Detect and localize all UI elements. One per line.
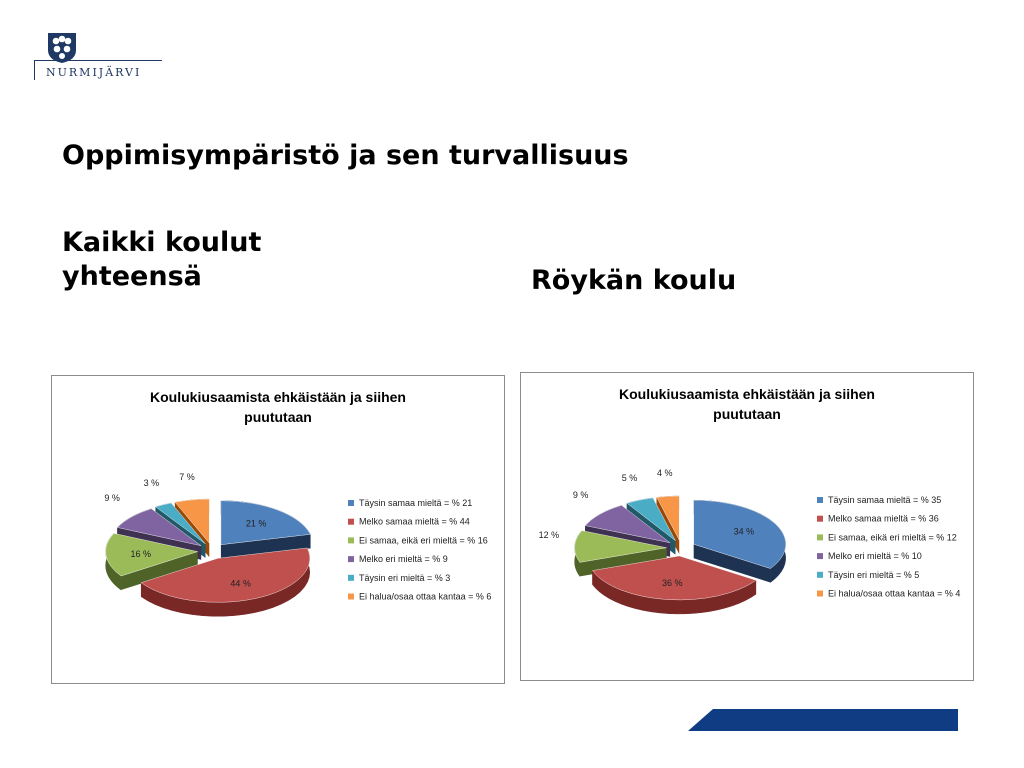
pie-chart-all-schools [51,375,505,684]
data-label-taysin-samaa-mielta: 21 % [245,518,267,529]
legend-item-melko-eri-mielta: Melko eri mieltä = % 10 [828,551,922,562]
legend-item-ei-samaa-eika-eri-mielta: Ei samaa, eikä eri mieltä = % 16 [359,535,488,546]
legend-swatch-melko-eri-mielta [817,553,823,559]
right-heading: Röykän koulu [531,265,737,296]
legend-swatch-ei-halua-osaa-ottaa-kantaa [348,594,354,600]
legend-item-ei-halua-osaa-ottaa-kantaa: Ei halua/osaa ottaa kantaa = % 6 [359,591,492,602]
legend-swatch-taysin-samaa-mielta [348,500,354,506]
legend-swatch-taysin-eri-mielta [817,572,823,578]
pie-chart-roykka-school [520,372,974,681]
logo-rule [34,60,162,61]
pie-chart-svg [52,376,504,683]
data-label-taysin-eri-mielta: 5 % [621,472,638,483]
legend-item-taysin-samaa-mielta: Täysin samaa mieltä = % 35 [828,495,942,505]
legend-swatch-taysin-samaa-mielta [817,497,823,503]
data-label-melko-samaa-mielta: 36 % [661,578,683,589]
footer-accent-bar [688,709,958,731]
legend-item-ei-halua-osaa-ottaa-kantaa: Ei halua/osaa ottaa kantaa = % 4 [828,588,961,599]
data-label-ei-samaa-eika-eri-mielta: 16 % [130,548,152,559]
legend-item-taysin-eri-mielta: Täysin eri mieltä = % 3 [359,572,451,583]
legend-swatch-ei-samaa-eika-eri-mielta [348,537,354,543]
legend-swatch-melko-eri-mielta [348,556,354,562]
chart-legend [817,495,960,599]
pie-chart-svg [521,373,973,680]
chart-legend [348,498,491,602]
data-label-melko-eri-mielta: 9 % [572,490,589,501]
chart-title-line2: puututaan [244,409,312,425]
legend-swatch-melko-samaa-mielta [817,516,823,522]
legend-item-ei-samaa-eika-eri-mielta: Ei samaa, eikä eri mieltä = % 12 [828,532,957,543]
legend-item-melko-eri-mielta: Melko eri mieltä = % 9 [359,554,448,565]
legend-item-melko-samaa-mielta: Melko samaa mieltä = % 44 [359,516,470,527]
legend-swatch-ei-samaa-eika-eri-mielta [817,534,823,540]
data-label-taysin-eri-mielta: 3 % [143,477,160,488]
left-heading [62,226,261,294]
data-label-ei-halua-osaa-ottaa-kantaa: 4 % [657,468,673,479]
legend-swatch-melko-samaa-mielta [348,519,354,525]
legend-item-melko-samaa-mielta: Melko samaa mieltä = % 36 [828,513,939,524]
data-label-melko-eri-mielta: 9 % [104,492,120,503]
left-heading-line2: yhteensä [62,261,202,292]
data-label-ei-samaa-eika-eri-mielta: 12 % [538,530,560,541]
legend-item-taysin-eri-mielta: Täysin eri mieltä = % 5 [828,569,920,580]
chart-title-line2: puututaan [713,406,781,422]
data-label-ei-halua-osaa-ottaa-kantaa: 7 % [179,471,195,482]
legend-swatch-ei-halua-osaa-ottaa-kantaa [817,591,823,597]
chart-title: Koulukiusaamista ehkäistään ja siihen [619,386,875,402]
left-heading-line1: Kaikki koulut [62,227,262,258]
legend-item-taysin-samaa-mielta: Täysin samaa mieltä = % 21 [359,498,473,508]
legend-swatch-taysin-eri-mielta [348,575,354,581]
slide-title: Oppimisympäristö ja sen turvallisuus [62,140,629,171]
data-label-taysin-samaa-mielta: 34 % [733,526,755,537]
data-label-melko-samaa-mielta: 44 % [230,578,251,589]
chart-title: Koulukiusaamista ehkäistään ja siihen [150,389,406,405]
logo-wordmark: NURMIJÄRVI [46,66,142,79]
nurmijarvi-logo [34,32,164,80]
logo-rule-vertical [34,60,35,80]
